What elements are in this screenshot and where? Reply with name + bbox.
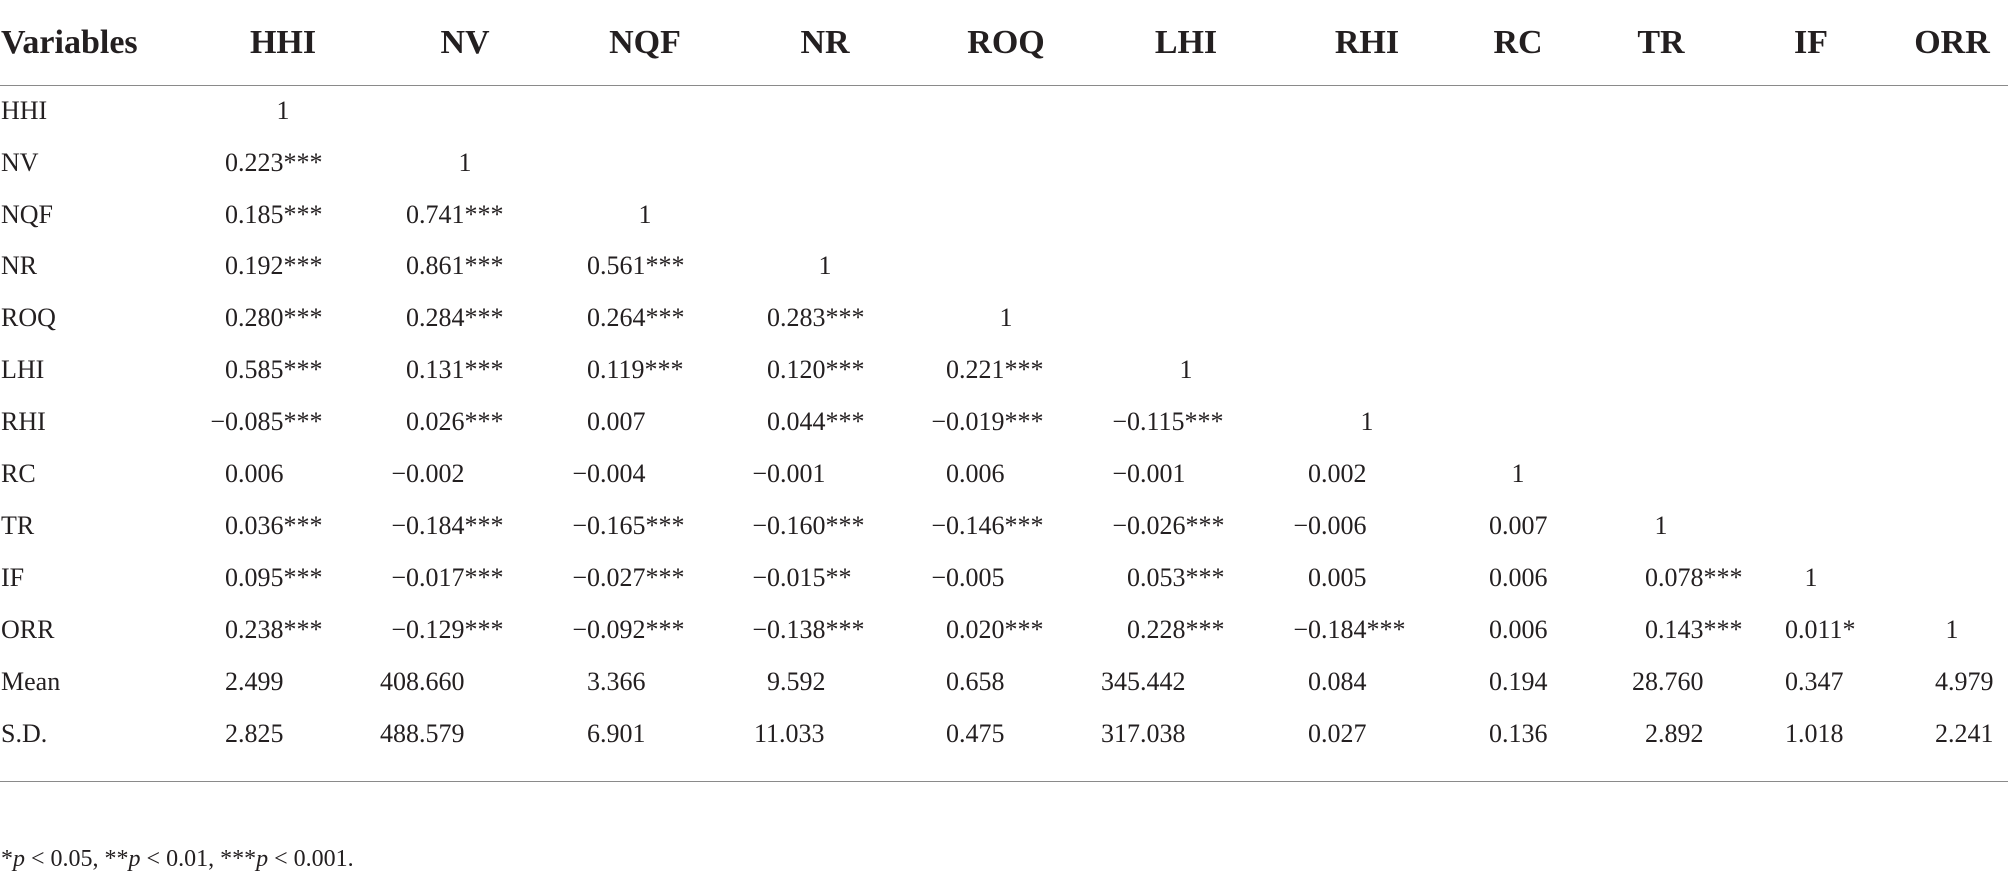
table-cell: −0.146*** (931, 511, 1044, 540)
table-cell: 0.095*** (225, 563, 323, 592)
table-cell: 3.366 (587, 667, 646, 696)
table-cell: −0.004 (572, 459, 646, 488)
table-cell: 0.007 (1489, 511, 1548, 540)
table-cell: 0.002 (1308, 459, 1367, 488)
table-cell: 0.185*** (225, 200, 323, 229)
table-cell: −0.001 (1112, 459, 1186, 488)
table-cell: 0.194 (1489, 667, 1548, 696)
column-header-lhi: LHI (1154, 24, 1218, 61)
table-cell: 0.007 (587, 407, 646, 436)
table-cell: 0.131*** (406, 355, 504, 384)
table-cell: 1 (276, 96, 290, 125)
row-label: NV (1, 148, 39, 177)
column-header-rc: RC (1493, 24, 1543, 61)
table-cell: −0.002 (391, 459, 465, 488)
row-label: RHI (1, 407, 46, 436)
table-cell: −0.015** (752, 563, 852, 592)
table-cell: 2.825 (225, 719, 284, 748)
table-cell: −0.026*** (1112, 511, 1225, 540)
table-cell: 0.011* (1785, 615, 1856, 644)
table-cell: 488.579 (380, 719, 465, 748)
table-cell: −0.006 (1293, 511, 1367, 540)
table-cell: 0.223*** (225, 148, 323, 177)
row-label: ORR (1, 615, 55, 644)
table-cell: 0.120*** (767, 355, 865, 384)
table-cell: 2.499 (225, 667, 284, 696)
table-cell: −0.138*** (752, 615, 865, 644)
row-label: LHI (1, 355, 45, 384)
table-cell: 11.033 (754, 719, 825, 748)
column-header-rhi: RHI (1334, 24, 1400, 61)
row-label: S.D. (1, 719, 48, 748)
row-label: ROQ (1, 303, 56, 332)
table-cell: 0.192*** (225, 251, 323, 280)
row-label: Mean (1, 667, 61, 696)
column-header-nqf: NQF (609, 24, 681, 61)
table-cell: 0.475 (946, 719, 1005, 748)
table-cell: 0.006 (1489, 615, 1548, 644)
table-cell: 0.005 (1308, 563, 1367, 592)
table-cell: 0.658 (946, 667, 1005, 696)
table-cell: −0.115*** (1112, 407, 1224, 436)
table-cell: 2.241 (1935, 719, 1994, 748)
table-cell: 0.044*** (767, 407, 865, 436)
table-cell: 1 (999, 303, 1013, 332)
table-cell: 1 (818, 251, 832, 280)
table-cell: 1.018 (1785, 719, 1844, 748)
table-cell: 0.347 (1785, 667, 1844, 696)
column-header-orr: ORR (1914, 24, 1990, 61)
table-cell: 1 (1804, 563, 1818, 592)
table-cell: 1 (1511, 459, 1525, 488)
table-cell: 0.585*** (225, 355, 323, 384)
table-cell: 0.020*** (946, 615, 1044, 644)
table-cell: 0.006 (946, 459, 1005, 488)
row-label: IF (1, 563, 25, 592)
column-header-nr: NR (800, 24, 850, 61)
table-cell: 0.053*** (1127, 563, 1225, 592)
table-cell: 0.264*** (587, 303, 685, 332)
table-cell: 0.283*** (767, 303, 865, 332)
table-cell: 345.442 (1101, 667, 1186, 696)
column-header-hhi: HHI (249, 24, 317, 61)
header-rule (0, 85, 2008, 86)
table-cell: −0.184*** (391, 511, 504, 540)
column-header-tr: TR (1637, 24, 1685, 61)
table-cell: 0.561*** (587, 251, 685, 280)
column-header-roq: ROQ (967, 24, 1045, 61)
table-cell: 1 (1360, 407, 1374, 436)
table-cell: −0.019*** (931, 407, 1044, 436)
row-label: TR (1, 511, 35, 540)
table-cell: 0.006 (1489, 563, 1548, 592)
table-cell: 0.238*** (225, 615, 323, 644)
table-cell: −0.165*** (572, 511, 685, 540)
table-cell: 0.084 (1308, 667, 1367, 696)
row-label: RC (1, 459, 36, 488)
row-label: NQF (1, 200, 54, 229)
table-cell: 0.228*** (1127, 615, 1225, 644)
table-cell: 9.592 (767, 667, 826, 696)
row-label: NR (1, 251, 38, 280)
table-cell: 408.660 (380, 667, 465, 696)
table-cell: 0.861*** (406, 251, 504, 280)
table-cell: −0.027*** (572, 563, 685, 592)
table-cell: 0.027 (1308, 719, 1367, 748)
table-cell: 6.901 (587, 719, 646, 748)
table-cell: 0.119*** (587, 355, 684, 384)
table-cell: 4.979 (1935, 667, 1994, 696)
table-cell: 0.078*** (1645, 563, 1743, 592)
column-header-nv: NV (440, 24, 490, 61)
table-cell: 0.026*** (406, 407, 504, 436)
table-cell: 0.284*** (406, 303, 504, 332)
table-footnote: *p < 0.05, **p < 0.01, ***p < 0.001. (1, 846, 354, 872)
table-cell: 28.760 (1632, 667, 1704, 696)
table-cell: 0.143*** (1645, 615, 1743, 644)
table-cell: −0.160*** (752, 511, 865, 540)
table-cell: 0.136 (1489, 719, 1548, 748)
table-cell: −0.001 (752, 459, 826, 488)
table-cell: 1 (458, 148, 472, 177)
table-cell: −0.184*** (1293, 615, 1406, 644)
row-label: HHI (1, 96, 48, 125)
table-cell: 317.038 (1101, 719, 1186, 748)
table-cell: 0.280*** (225, 303, 323, 332)
table-cell: −0.092*** (572, 615, 685, 644)
table-cell: 1 (1945, 615, 1959, 644)
table-cell: 0.221*** (946, 355, 1044, 384)
table-cell: 0.741*** (406, 200, 504, 229)
table-cell: 1 (1654, 511, 1668, 540)
table-bottom-rule (0, 781, 2008, 782)
column-header-variables: Variables (1, 24, 138, 61)
table-cell: 0.006 (225, 459, 284, 488)
table-cell: −0.005 (931, 563, 1005, 592)
table-cell: −0.129*** (391, 615, 504, 644)
table-cell: 1 (638, 200, 652, 229)
table-cell: −0.017*** (391, 563, 504, 592)
column-header-if: IF (1794, 24, 1828, 61)
table-cell: 1 (1179, 355, 1193, 384)
table-cell: −0.085*** (210, 407, 323, 436)
table-cell: 0.036*** (225, 511, 323, 540)
table-cell: 2.892 (1645, 719, 1704, 748)
